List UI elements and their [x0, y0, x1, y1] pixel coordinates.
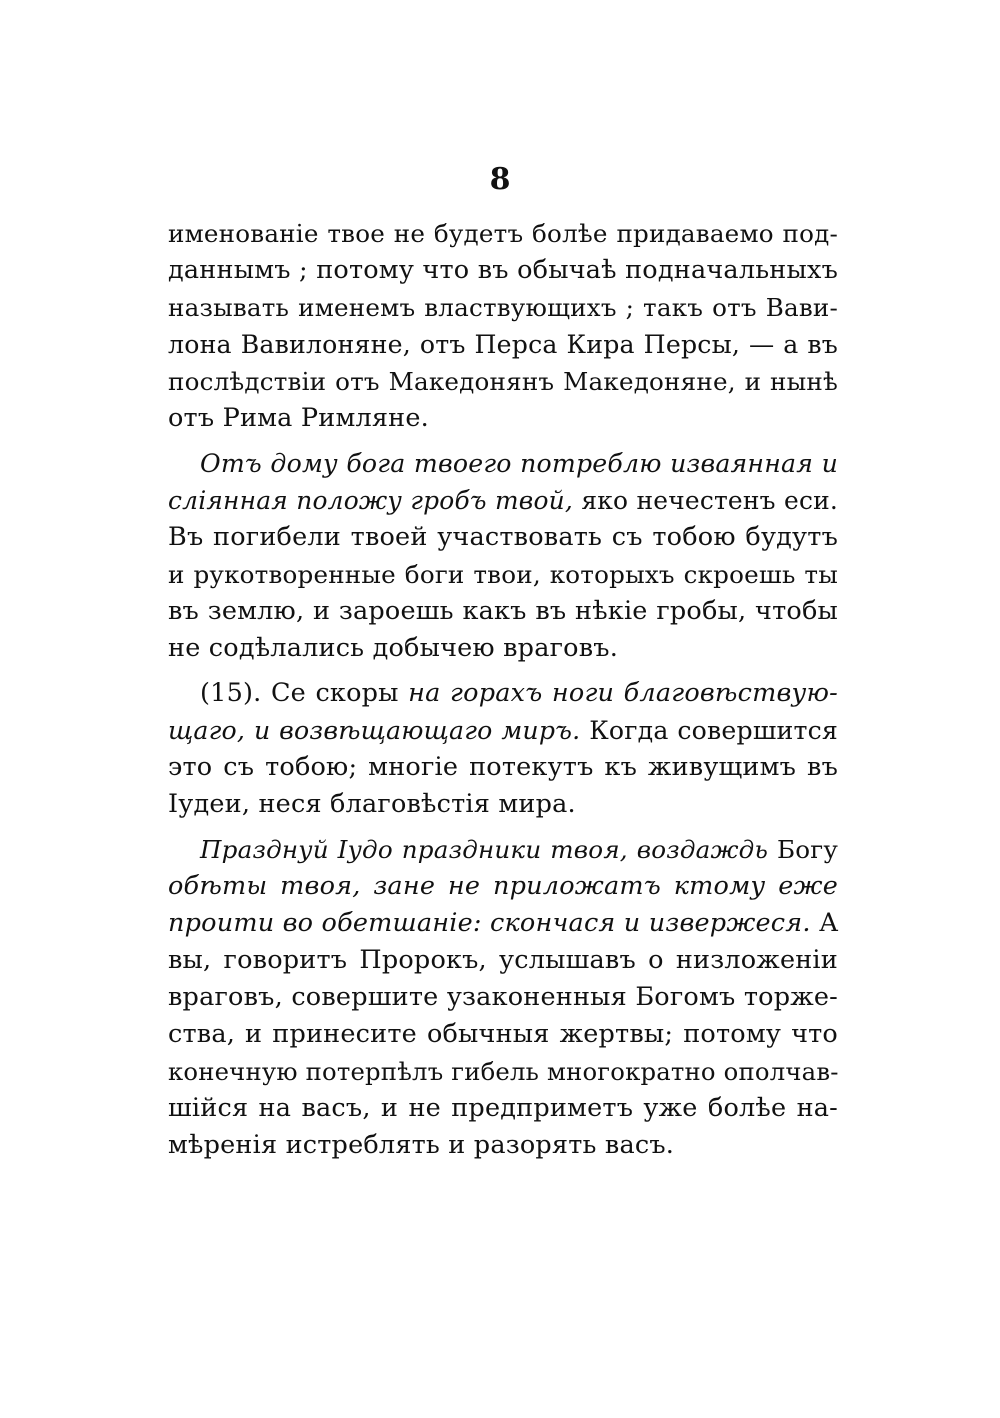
text-line: [168, 1053, 838, 1090]
text-line: [168, 979, 838, 1016]
text-segment: (15).: [200, 678, 271, 708]
text-line: [168, 326, 838, 363]
text-segment: Іудеи, неся благовѣстія мира.: [168, 789, 576, 819]
text-segment: враговъ, совершите узаконенныя Богомъ торже-: [168, 982, 838, 1012]
paragraph: [168, 831, 838, 1164]
text-line: [168, 905, 838, 942]
text-line: [168, 630, 838, 667]
text-segment: не содѣлались добычею враговъ.: [168, 633, 619, 663]
text-segment: шійся на васъ, и не предприметъ уже болѣе на-: [168, 1093, 838, 1123]
italic-quote-text: щаго, и возвѣщающаго миръ.: [168, 716, 590, 745]
text-segment: Въ погибели твоей участвовать съ тобою будутъ: [168, 522, 838, 552]
text-line: [168, 749, 838, 786]
text-line: [168, 675, 838, 712]
paragraph: [168, 215, 838, 437]
text-line: [168, 786, 838, 823]
italic-quote-text: слiянная положу гробъ твой,: [168, 486, 582, 515]
text-line: [168, 1016, 838, 1053]
text-segment: послѣдствіи отъ Македонянъ Македоняне, и нынѣ: [168, 367, 838, 396]
text-line: [168, 363, 838, 400]
italic-quote-text: обѣты твоя, зане не приложатъ ктому еже: [168, 871, 838, 901]
text-line: [168, 712, 838, 749]
text-segment: и рукотворенные боги твои, которыхъ скроешь ты: [168, 560, 838, 589]
text-line: [168, 289, 838, 326]
text-segment: А: [818, 908, 839, 938]
paragraph: [168, 445, 838, 667]
text-segment: мѣренія истреблять и разорять васъ.: [168, 1130, 675, 1160]
text-segment: Се скоры: [270, 678, 409, 708]
text-segment: отъ Рима Римляне.: [168, 403, 429, 433]
italic-quote-text: Отъ дому бога твоего потреблю изваянная и: [200, 449, 838, 478]
text-segment: лона Вавилоняне, отъ Перса Кира Персы, — а въ: [168, 330, 838, 359]
text-line: [168, 215, 838, 252]
text-segment: въ землю, и зароешь какъ въ нѣкіе гробы, чтобы: [168, 596, 838, 626]
text-line: [168, 556, 838, 593]
text-segment: конечную потерпѣлъ гибель многократно ополчав-: [168, 1057, 839, 1086]
text-segment: называть именемъ властвующихъ ; такъ отъ Вави-: [168, 293, 838, 322]
text-line: [168, 445, 838, 482]
italic-quote-text: проити во обетшаніе: скончася и извержеся.: [168, 908, 819, 938]
page-number: 8: [489, 162, 511, 197]
text-line: [168, 942, 838, 979]
body-text: [168, 215, 838, 1172]
text-line: [168, 482, 838, 519]
text-segment: именованіе твое не будетъ болѣе придаваемо под-: [168, 219, 838, 248]
text-segment: ства, и принесите обычныя жертвы; потому что: [168, 1019, 838, 1049]
text-line: [168, 400, 838, 437]
text-line: [168, 593, 838, 630]
text-line: [168, 831, 838, 868]
paragraph: [168, 675, 838, 823]
text-segment: Богу: [776, 835, 838, 864]
text-line: [168, 252, 838, 289]
text-segment: это съ тобою; многіе потекутъ къ живущимъ въ: [168, 752, 838, 782]
text-line: [168, 868, 838, 905]
italic-quote-text: Празднуй Іудо праздники твоя, воздаждь: [200, 835, 777, 864]
text-line: [168, 1127, 838, 1164]
text-segment: даннымъ ; потому что въ обычаѣ подначальныхъ: [168, 255, 838, 285]
text-line: [168, 519, 838, 556]
text-segment: Когда совершится: [589, 716, 838, 745]
text-line: [168, 1090, 838, 1127]
italic-quote-text: на горахъ ноги благовѣствую-: [408, 678, 838, 708]
text-segment: вы, говоритъ Пророкъ, услышавъ о низложеніи: [168, 945, 838, 975]
text-segment: яко нечестенъ еси.: [581, 486, 838, 515]
